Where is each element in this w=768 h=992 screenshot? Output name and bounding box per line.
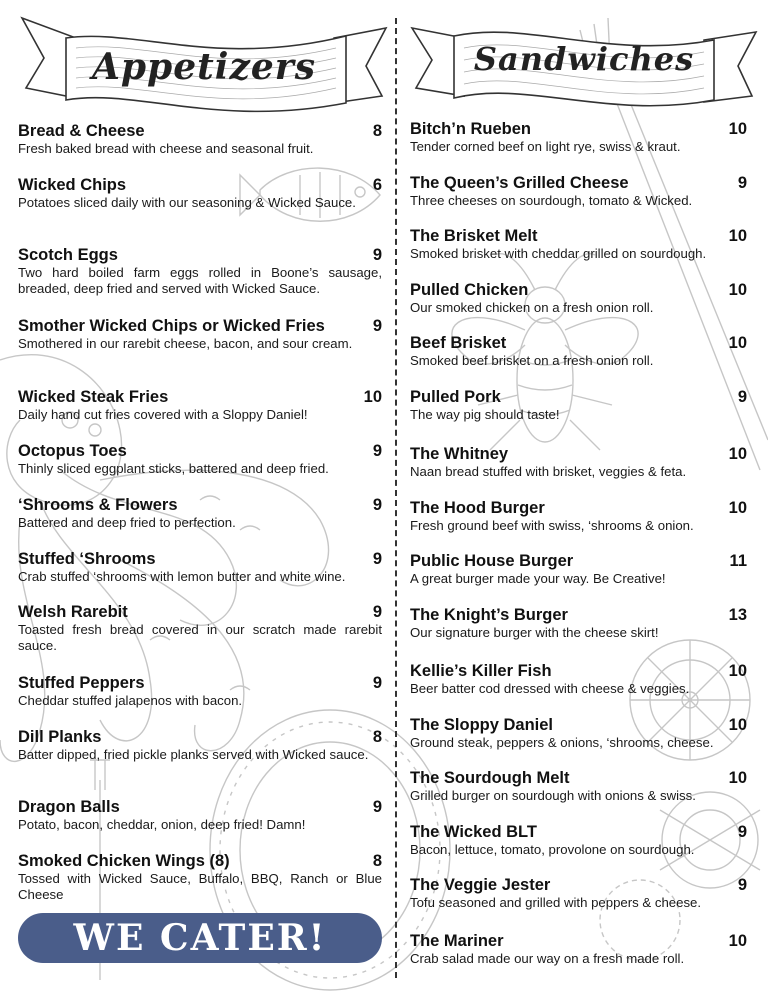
item-description: Cheddar stuffed jalapenos with bacon.: [18, 693, 243, 708]
list-item: [18, 603, 382, 654]
item-name: Kellie’s Killer Fish: [410, 662, 552, 680]
list-item: [410, 606, 747, 641]
item-name: The Mariner: [410, 932, 504, 950]
column-divider: [395, 18, 397, 978]
list-item: [410, 499, 747, 534]
item-price: 9: [372, 798, 382, 816]
item-description: Toasted fresh bread covered in our scratch made rarebit sauce.: [18, 622, 382, 653]
item-price: 8: [372, 852, 382, 870]
item-description: Fresh ground beef with swiss, ‘shrooms & onion.: [410, 518, 694, 533]
item-description: Batter dipped, fried pickle planks served with Wicked sauce.: [18, 747, 369, 762]
item-name: Public House Burger: [410, 552, 574, 570]
item-price: 10: [728, 499, 747, 517]
item-name: The Sourdough Melt: [410, 769, 570, 787]
list-item: [18, 176, 382, 211]
item-price: 9: [737, 823, 747, 841]
item-description: Ground steak, peppers & onions, ‘shrooms, cheese.: [410, 735, 714, 750]
appetizers-title: Appetizers: [91, 46, 317, 88]
item-name: Bitch’n Rueben: [410, 120, 532, 138]
item-description: Two hard boiled farm eggs rolled in Boone’s sausage, breaded, deep fried and served with Wicked Sauce.: [18, 265, 382, 296]
item-price: 10: [728, 662, 747, 680]
list-item: [410, 716, 747, 751]
item-description: Our signature burger with the cheese skirt!: [410, 625, 659, 640]
item-name: Scotch Eggs: [18, 246, 118, 264]
list-item: [18, 550, 382, 585]
list-item: [410, 876, 747, 911]
item-price: 10: [728, 932, 747, 950]
item-price: 9: [737, 388, 747, 406]
item-price: 6: [372, 176, 382, 194]
item-description: The way pig should taste!: [410, 407, 560, 422]
item-price: 8: [372, 122, 382, 140]
item-price: 9: [372, 674, 382, 692]
item-price: 9: [372, 496, 382, 514]
list-item: [410, 227, 747, 262]
item-name: The Knight’s Burger: [410, 606, 568, 624]
we-cater-banner: [18, 913, 382, 963]
list-item: [410, 932, 747, 967]
item-price: 11: [729, 552, 747, 570]
list-item: [410, 334, 747, 369]
item-description: Battered and deep fried to perfection.: [18, 515, 236, 530]
item-description: Naan bread stuffed with brisket, veggies & feta.: [410, 464, 687, 479]
item-description: Smoked brisket with cheddar grilled on sourdough.: [410, 246, 707, 261]
item-name: Dragon Balls: [18, 798, 120, 816]
item-description: Tossed with Wicked Sauce, Buffalo, BBQ, Ranch or Blue Cheese: [18, 871, 382, 902]
list-item: [410, 120, 747, 155]
list-item: [410, 281, 747, 316]
item-description: Bacon, lettuce, tomato, provolone on sourdough.: [410, 842, 695, 857]
item-name: The Queen’s Grilled Cheese: [410, 174, 629, 192]
item-price: 9: [372, 246, 382, 264]
item-description: Potatoes sliced daily with our seasoning & Wicked Sauce.: [18, 195, 356, 210]
item-description: Our smoked chicken on a fresh onion roll.: [410, 300, 654, 315]
list-item: [410, 552, 747, 587]
item-description: Thinly sliced eggplant sticks, battered and deep fried.: [18, 461, 329, 476]
item-price: 10: [728, 716, 747, 734]
item-description: Crab salad made our way on a fresh made roll.: [410, 951, 685, 966]
sandwiches-title: Sandwiches: [473, 40, 695, 78]
item-name: Smoked Chicken Wings (8): [18, 852, 230, 870]
item-name: The Hood Burger: [410, 499, 545, 517]
list-item: [18, 122, 382, 157]
list-item: [18, 388, 382, 423]
item-name: Beef Brisket: [410, 334, 507, 352]
item-price: 8: [372, 728, 382, 746]
item-name: Dill Planks: [18, 728, 102, 746]
we-cater-label: WE CATER!: [73, 917, 327, 959]
item-name: Wicked Steak Fries: [18, 388, 169, 406]
list-item: [410, 445, 747, 480]
item-description: Tender corned beef on light rye, swiss & kraut.: [410, 139, 681, 154]
item-name: Welsh Rarebit: [18, 603, 128, 621]
item-description: A great burger made your way. Be Creative!: [410, 571, 666, 586]
list-item: [410, 662, 747, 697]
item-price: 9: [372, 442, 382, 460]
item-description: Smothered in our rarebit cheese, bacon, and sour cream.: [18, 336, 353, 351]
item-description: Smoked beef brisket on a fresh onion roll.: [410, 353, 654, 368]
list-item: [18, 317, 382, 352]
item-name: Pulled Chicken: [410, 281, 529, 299]
sandwiches-banner: [408, 10, 760, 110]
item-name: Octopus Toes: [18, 442, 127, 460]
item-description: Beer batter cod dressed with cheese & veggies.: [410, 681, 690, 696]
item-price: 10: [363, 388, 382, 406]
item-name: The Whitney: [410, 445, 509, 463]
item-price: 9: [372, 550, 382, 568]
list-item: [18, 246, 382, 297]
item-description: Tofu seasoned and grilled with peppers & cheese.: [410, 895, 702, 910]
item-description: Daily hand cut fries covered with a Sloppy Daniel!: [18, 407, 308, 422]
list-item: [410, 174, 747, 209]
item-name: Wicked Chips: [18, 176, 127, 194]
item-price: 9: [372, 317, 382, 335]
list-item: [410, 769, 747, 804]
item-description: Crab stuffed ‘shrooms with lemon butter and white wine.: [18, 569, 346, 584]
item-name: Pulled Pork: [410, 388, 501, 406]
item-name: Stuffed ‘Shrooms: [18, 550, 156, 568]
item-description: Fresh baked bread with cheese and seasonal fruit.: [18, 141, 314, 156]
item-price: 10: [728, 769, 747, 787]
item-name: The Sloppy Daniel: [410, 716, 554, 734]
item-price: 13: [728, 606, 747, 624]
item-price: 10: [728, 334, 747, 352]
list-item: [18, 496, 382, 531]
item-description: Potato, bacon, cheddar, onion, deep fried! Damn!: [18, 817, 306, 832]
item-name: Stuffed Peppers: [18, 674, 145, 692]
appetizers-banner: [16, 8, 392, 118]
list-item: [410, 823, 747, 858]
item-name: The Veggie Jester: [410, 876, 551, 894]
list-item: [18, 852, 382, 903]
item-price: 10: [728, 120, 747, 138]
list-item: [18, 728, 382, 763]
item-name: The Brisket Melt: [410, 227, 538, 245]
item-price: 10: [728, 445, 747, 463]
item-name: Smother Wicked Chips or Wicked Fries: [18, 317, 325, 335]
item-price: 10: [728, 281, 747, 299]
item-name: The Wicked BLT: [410, 823, 537, 841]
list-item: [18, 798, 382, 833]
item-name: ‘Shrooms & Flowers: [18, 496, 178, 514]
item-price: 10: [728, 227, 747, 245]
item-description: Three cheeses on sourdough, tomato & Wicked.: [410, 193, 693, 208]
list-item: [18, 674, 382, 709]
item-price: 9: [372, 603, 382, 621]
item-description: Grilled burger on sourdough with onions & swiss.: [410, 788, 696, 803]
list-item: [18, 442, 382, 477]
item-price: 9: [737, 174, 747, 192]
item-name: Bread & Cheese: [18, 122, 145, 140]
item-price: 9: [737, 876, 747, 894]
list-item: [410, 388, 747, 423]
